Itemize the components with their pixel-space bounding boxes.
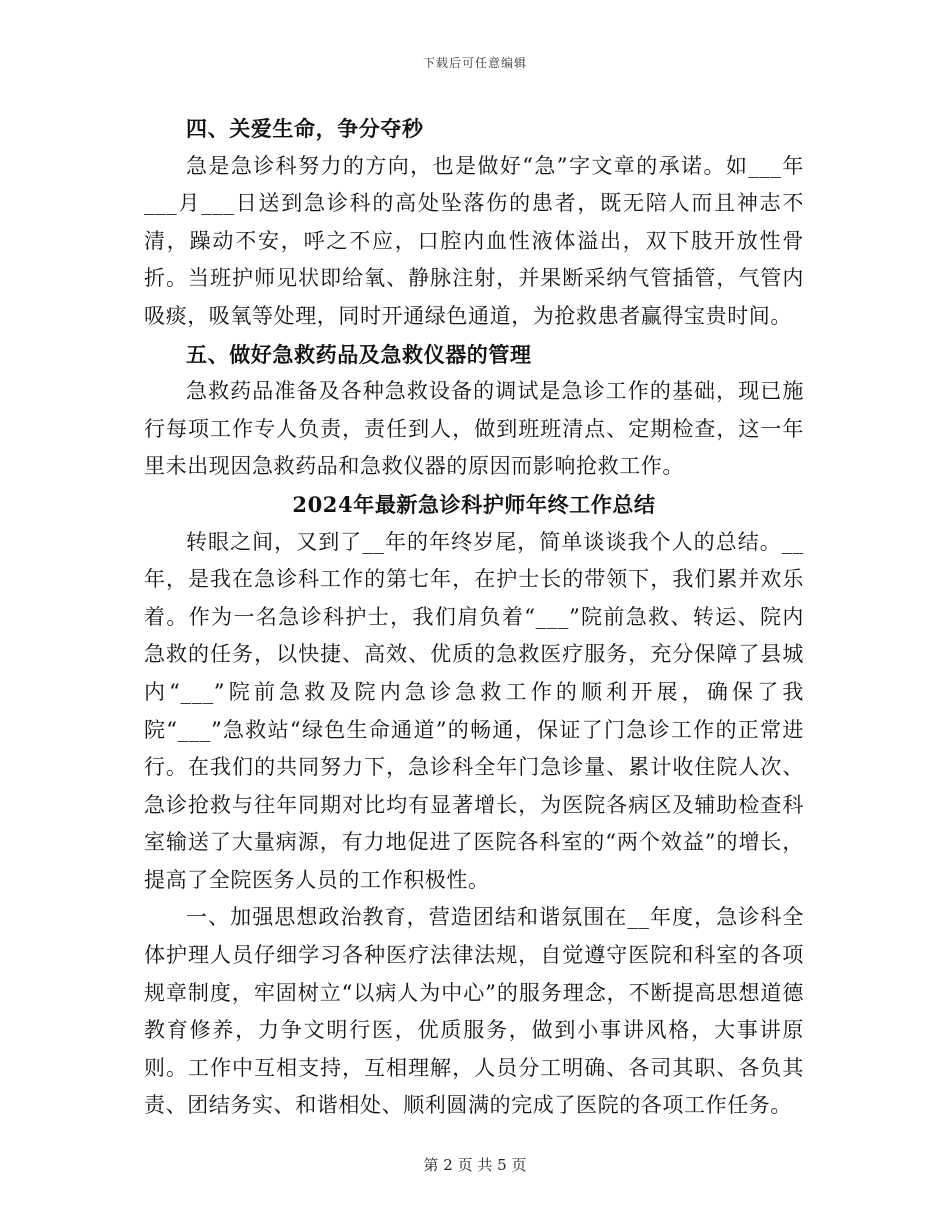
section-heading: 四、关爱生命，争分夺秒: [186, 116, 424, 141]
article-title: 2024年最新急诊科护师年终工作总结: [292, 491, 656, 517]
paragraph: 急救药品准备及各种急救设备的调试是急诊工作的基础，现已施行每项工作专人负责，责任到人，做到班班清点、定期检查，这一年里未出现因急救药品和急救仪器的原因而影响抢救工作。: [144, 379, 804, 479]
section-heading: 五、做好急救药品及急救仪器的管理: [186, 341, 532, 367]
header-note: 下载后可任意编辑: [422, 56, 527, 70]
paragraph: 转眼之间，又到了__年的年终岁尾，简单谈谈我个人的总结。__年，是我在急诊科工作的第七年，在护士长的带领下，我们累并欢乐着。作为一名急诊科护士，我们肩负着“___”院前急救、转运、院内急救的任务，以快捷、高效、优质的急救医疗服务，充分保障了县城内“___”院前急救及院内急诊急救工作的顺利开展，确保了我院“___”急救站“绿色生命通道”的畅通，保证了门急诊工作的正常进行。在我们的共同努力下，急诊科全年门急诊量、累计收住院人次、急诊抢救与往年同期对比均有显著增长，为医院各病区及辅助检查科室输送了大量病源，有力地促进了医院各科室的“两个效益”的增长，提高了全院医务人员的工作积极性。: [144, 529, 804, 892]
paragraph: 急是急诊科努力的方向，也是做好“急”字文章的承诺。如___年___月___日送到急诊科的高处坠落伤的患者，既无陪人而且神志不清，躁动不安，呼之不应，口腔内血性液体溢出，双下肢开放性骨折。当班护师见状即给氧、静脉注射，并果断采纳气管插管，气管内吸痰，吸氧等处理，同时开通绿色通道，为抢救患者赢得宝贵时间。: [144, 153, 804, 328]
paragraph: 一、加强思想政治教育，营造团结和谐氛围在__年度，急诊科全体护理人员仔细学习各种医疗法律法规，自觉遵守医院和科室的各项规章制度，牢固树立“以病人为中心”的服务理念，不断提高思想道德教育修养，力争文明行医，优质服务，做到小事讲风格，大事讲原则。工作中互相支持，互相理解，人员分工明确、各司其职、各负其责、团结务实、和谐相处、顺利圆满的完成了医院的各项工作任务。: [144, 905, 804, 1118]
document-body: [144, 110, 804, 1125]
page-number: 第 2 页 共 5 页: [423, 1156, 527, 1174]
